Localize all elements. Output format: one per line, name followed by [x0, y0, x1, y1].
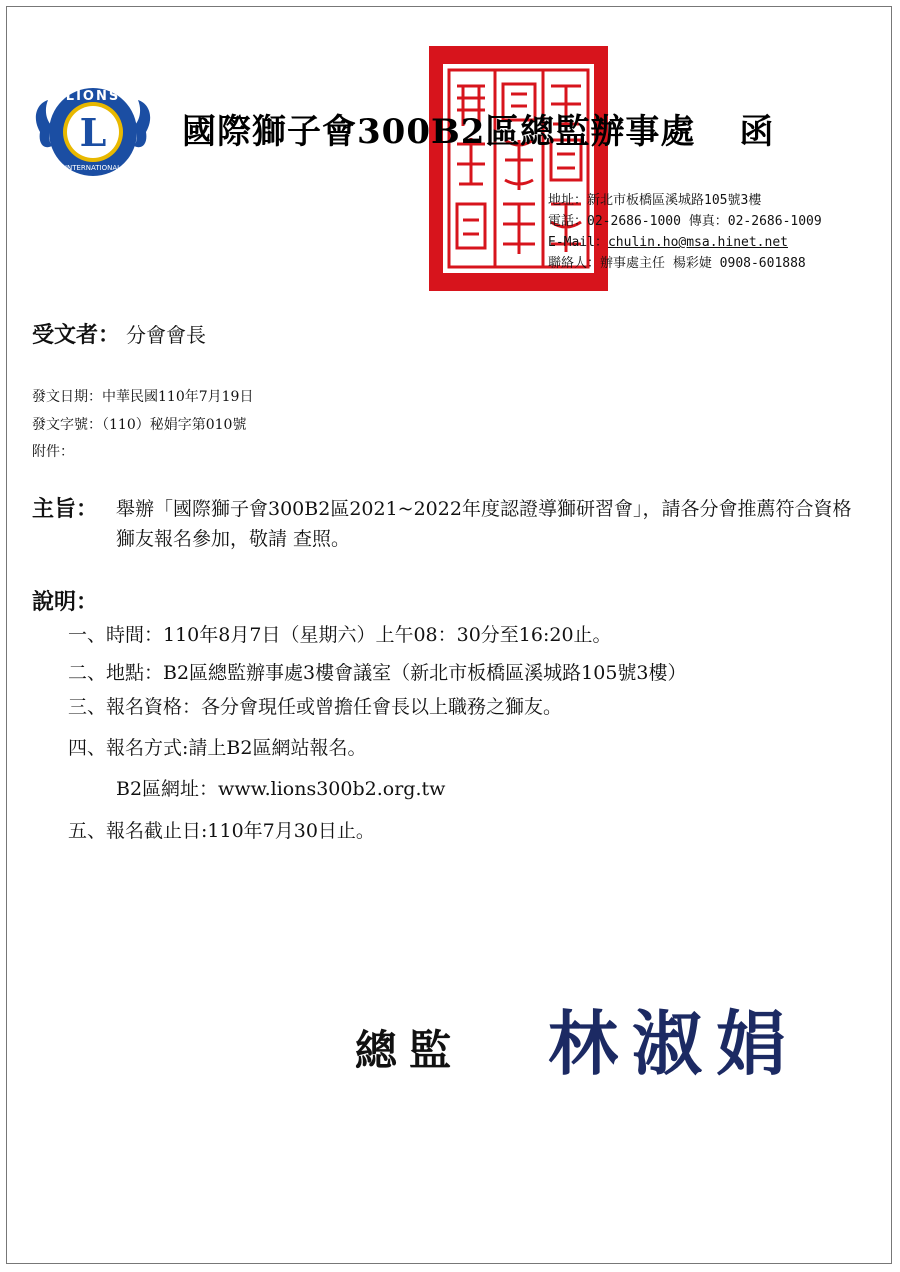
explanation-label: 說明：: [32, 589, 99, 615]
recipient-value: 分會會長: [126, 323, 207, 347]
attachment-line: 附件：: [32, 444, 74, 460]
email-label: E-Mail：: [548, 235, 608, 250]
address-label: 地址：: [548, 193, 588, 208]
email-link[interactable]: chulin.ho@msa.hinet.net: [607, 235, 788, 250]
explanation-item-location: 二、地點：B2區總監辦事處3樓會議室（新北市板橋區溪城路105號3樓）: [68, 662, 687, 684]
phone-label: 電話：: [548, 214, 588, 229]
contact-address-line: [548, 190, 822, 211]
logo-text-top: LIONS: [65, 89, 121, 104]
fax-value: 02-2686-1009: [727, 214, 822, 229]
contact-person-line: [548, 253, 822, 274]
explanation-item-eligibility: 三、報名資格：各分會現任或曾擔任會長以上職務之獅友。: [68, 696, 563, 718]
explanation-item-time: 一、時間：110年8月7日（星期六）上午08：30分至16:20止。: [68, 624, 612, 646]
lions-logo-icon: [30, 70, 156, 194]
subject-text: 舉辦「國際獅子會300B2區2021~2022年度認證導獅研習會」，請各分會推薦符合資格獅友報名參加，敬請 查照。: [116, 498, 852, 550]
contact-person-value: 辦事處主任 楊彩婕 0908-601888: [600, 256, 806, 271]
contact-phone-line: [548, 211, 822, 232]
logo-text-bottom: INTERNATIONAL: [64, 164, 122, 172]
issue-date: 發文日期：中華民國110年7月19日: [32, 389, 254, 405]
contact-email-line: [548, 232, 822, 253]
phone-value: 02-2686-1000: [587, 214, 681, 229]
explanation-website-link[interactable]: B2區網址：www.lions300b2.org.tw: [116, 778, 446, 800]
document-number: 發文字號：（110）秘娟字第010號: [32, 417, 247, 433]
title-text: 國際獅子會300B2區總監辦事處: [182, 112, 696, 152]
signature-title: 總監: [355, 1026, 464, 1075]
explanation-item-method: 四、報名方式:請上B2區網站報名。: [68, 737, 367, 759]
contact-person-label: 聯絡人：: [548, 256, 601, 271]
address-value: 新北市板橋區溪城路105號3樓: [587, 193, 762, 208]
explanation-item-deadline: 五、報名截止日:110年7月30日止。: [68, 820, 375, 842]
subject-label: 主旨：: [32, 496, 99, 522]
title-suffix: 函: [739, 112, 775, 152]
fax-label: 傳真：: [688, 214, 728, 229]
recipient-line: [32, 318, 206, 349]
document-title: [182, 104, 774, 153]
recipient-label: 受文者：: [32, 322, 121, 348]
logo-letter: L: [79, 110, 107, 155]
signature-name: 林淑娟: [548, 1002, 800, 1085]
contact-block: [548, 190, 822, 274]
